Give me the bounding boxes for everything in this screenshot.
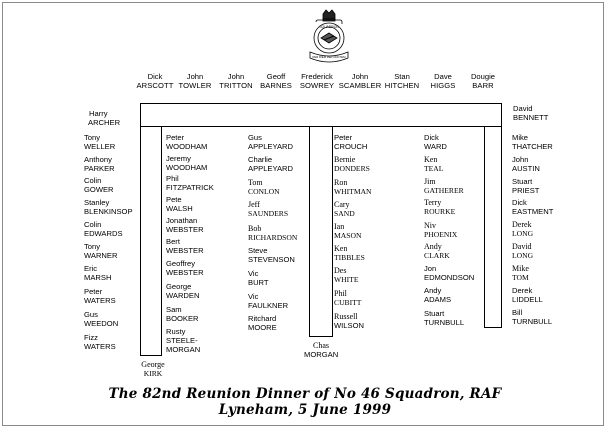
name-inner-left2-7: Vic BURT bbox=[248, 269, 269, 287]
name-inner-right2-2: Ken TEAL bbox=[424, 155, 444, 173]
name-outer-right-3: Stuart PRIEST bbox=[512, 177, 540, 195]
name-foot-left: George KIRK bbox=[141, 360, 165, 378]
name-top-8: Dave HIGGS bbox=[430, 72, 456, 90]
name-outer-left-5: Colin EDWARDS bbox=[84, 220, 123, 238]
name-top-9: Dougie BARR bbox=[470, 72, 496, 90]
name-top-2: John TOWLER bbox=[178, 72, 212, 90]
name-inner-right2-7: Jon EDMONDSON bbox=[424, 264, 475, 282]
name-outer-left-1: Tony WELLER bbox=[84, 133, 116, 151]
name-inner-right1-3: Ron WHITMAN bbox=[334, 178, 372, 196]
name-outer-right-6: David LONG bbox=[512, 242, 534, 260]
name-outer-right-4: Dick EASTMENT bbox=[512, 198, 554, 216]
name-inner-right2-8: Andy ADAMS bbox=[424, 286, 452, 304]
name-inner-right1-1: Peter CROUCH bbox=[334, 133, 368, 151]
name-outer-left-8: Peter WATERS bbox=[84, 287, 116, 305]
name-outer-left-4: Stanley BLENKINSOP bbox=[84, 198, 133, 216]
table-middle-leg bbox=[309, 126, 333, 337]
name-inner-right1-5: Ian MASON bbox=[334, 222, 362, 240]
name-outer-left-3: Colin GOWER bbox=[84, 176, 114, 194]
name-inner-left2-1: Gus APPLEYARD bbox=[248, 133, 294, 151]
name-inner-left2-9: Ritchard MOORE bbox=[248, 314, 277, 332]
name-inner-right1-6: Ken TIBBLES bbox=[334, 244, 365, 262]
name-outer-left-2: Anthony PARKER bbox=[84, 155, 115, 173]
squadron-crest-icon bbox=[302, 8, 356, 66]
name-inner-right1-4: Cary SAND bbox=[334, 200, 355, 218]
name-inner-right2-3: Jim GATHERER bbox=[424, 177, 464, 195]
name-inner-left1-6: Bert WEBSTER bbox=[166, 237, 204, 255]
name-inner-left1-8: George WARDEN bbox=[166, 282, 200, 300]
name-top-5: Frederick SOWREY bbox=[299, 72, 335, 90]
crest-badge-text: SQUADRON bbox=[319, 25, 339, 29]
crest-scroll-text: PER DIEM PER NOCTEM bbox=[312, 55, 346, 59]
name-inner-right2-6: Andy CLARK bbox=[424, 242, 450, 260]
name-inner-right1-9: Russell WILSON bbox=[334, 312, 364, 330]
name-inner-right2-5: Niv PHOENIX bbox=[424, 221, 458, 239]
name-outer-right-8: Derek LIDDELL bbox=[512, 286, 543, 304]
name-top-4: Geoff BARNES bbox=[260, 72, 292, 90]
name-inner-left1-4: Pete WALSH bbox=[166, 195, 193, 213]
name-inner-left2-5: Bob RICHARDSON bbox=[248, 224, 298, 242]
name-inner-left1-5: Jonathan WEBSTER bbox=[166, 216, 204, 234]
table-head-bar bbox=[140, 103, 502, 127]
name-top-6: John SCAMBLER bbox=[338, 72, 382, 90]
name-head-left: Harry ARCHER bbox=[88, 109, 121, 127]
name-inner-right2-9: Stuart TURNBULL bbox=[424, 309, 465, 327]
name-inner-right1-7: Des WHITE bbox=[334, 266, 359, 284]
name-outer-left-7: Eric MARSH bbox=[84, 264, 112, 282]
name-outer-right-2: John AUSTIN bbox=[512, 155, 540, 173]
name-outer-right-1: Mike THATCHER bbox=[512, 133, 553, 151]
name-outer-left-6: Tony WARNER bbox=[84, 242, 118, 260]
table-left-leg bbox=[140, 126, 162, 356]
name-foot-middle: Chas MORGAN bbox=[304, 341, 339, 359]
name-inner-left1-7: Geoffrey WEBSTER bbox=[166, 259, 204, 277]
name-outer-right-7: Mike TOM bbox=[512, 264, 529, 282]
name-inner-left1-10: Rusty STEELE- MORGAN bbox=[166, 327, 201, 354]
name-inner-left2-8: Vic FAULKNER bbox=[248, 292, 289, 310]
name-inner-left2-3: Tom CONLON bbox=[248, 178, 280, 196]
name-top-1: Dick ARSCOTT bbox=[136, 72, 174, 90]
name-inner-left1-9: Sam BOOKER bbox=[166, 305, 199, 323]
name-outer-left-10: Fizz WATERS bbox=[84, 333, 116, 351]
name-top-7: Stan HITCHEN bbox=[384, 72, 420, 90]
name-outer-right-5: Derek LONG bbox=[512, 220, 534, 238]
name-inner-left1-1: Peter WOODHAM bbox=[166, 133, 208, 151]
table-right-leg bbox=[484, 126, 502, 328]
caption: The 82nd Reunion Dinner of No 46 Squadron, RAF Lyneham, 5 June 1999 bbox=[108, 386, 502, 418]
name-inner-right1-2: Bernie DONDERS bbox=[334, 155, 370, 173]
name-inner-left2-4: Jeff SAUNDERS bbox=[248, 200, 289, 218]
name-outer-left-9: Gus WEEDON bbox=[84, 310, 119, 328]
name-top-3: John TRITTON bbox=[219, 72, 253, 90]
name-head-right: David BENNETT bbox=[513, 104, 549, 122]
name-inner-left1-3: Phil FITZPATRICK bbox=[166, 174, 214, 192]
name-outer-right-9: Bill TURNBULL bbox=[512, 308, 553, 326]
name-inner-left1-2: Jeremy WOODHAM bbox=[166, 154, 208, 172]
name-inner-right1-8: Phil CUBITT bbox=[334, 289, 362, 307]
name-inner-right2-1: Dick WARD bbox=[424, 133, 447, 151]
name-inner-left2-6: Steve STEVENSON bbox=[248, 246, 295, 264]
name-inner-left2-2: Charlie APPLEYARD bbox=[248, 155, 294, 173]
name-inner-right2-4: Terry ROURKE bbox=[424, 198, 456, 216]
